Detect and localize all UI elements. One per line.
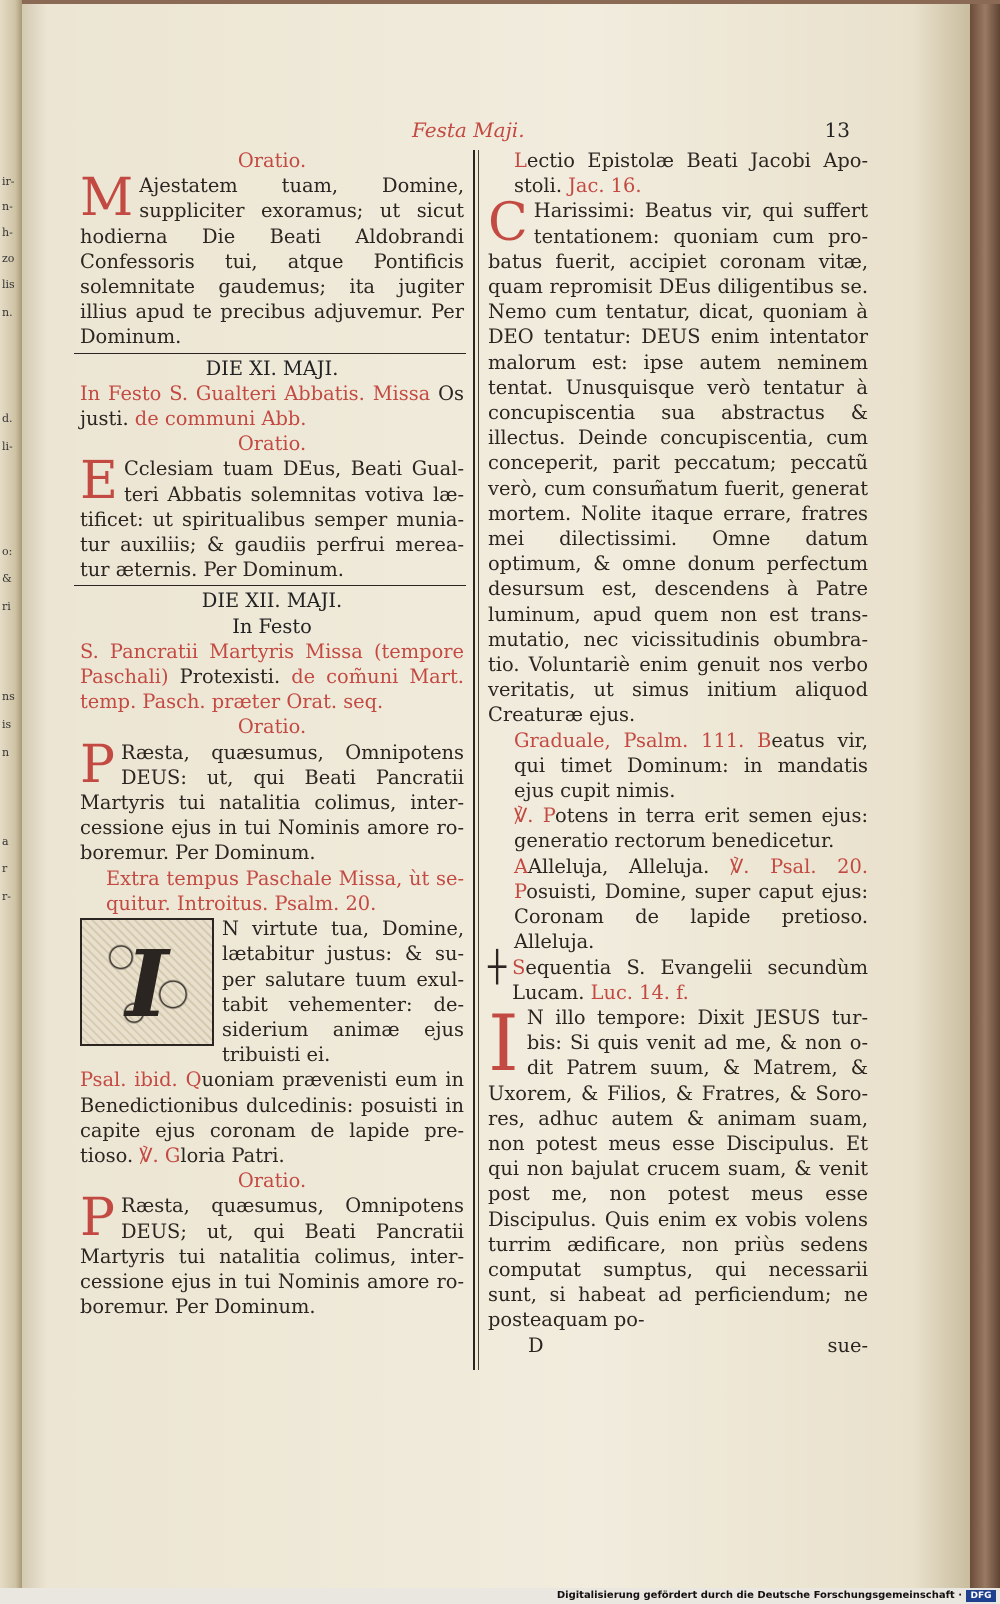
lectio-reference: Jac. 16. <box>568 174 642 198</box>
alleluia-verse <box>488 854 868 955</box>
oratio-text: Ræsta, quæsumus, Omnipotens DEUS: ut, qui Beati Pancratii Martyris tui natalitia colimus, intercessione ejus in tui Nominis amore roboremur. Per Dominum. <box>80 740 464 865</box>
page-foot <box>488 1333 868 1358</box>
digitization-footer <box>0 1588 1000 1604</box>
oratio-text: Cclesiam tuam DEus, Beati Gualteri Abbatis solemnitas votiva lætificet: ut spiritualibus semper muniatur auxiliis; & gaudiis perfrui mereatur æternis. Per Dominum. <box>80 457 464 582</box>
book-spine <box>970 4 1000 1588</box>
psalm-text: uoniam prævenisti eum in Benedictionibus dulcedinis: posuisti in capite ejus coronam de lapide pretioso. <box>80 1068 464 1167</box>
festo-gualteri <box>80 381 464 431</box>
sequentia-text: equentia S. Evangelii secundùm Lucam. <box>512 955 868 1004</box>
sequentia-heading <box>488 949 868 1005</box>
gospel-text: N illo tempore: Dixit JESUS turbis: Si quis venit ad me, & non odit Patrem suum, & Matrem, & Uxorem, & Filios, & Fratres, & Sorores, adhuc autem & animam suam, non potest meus esse Discipulus. Et qui non bajulat crucem suam, & venit post me, non potest meus esse Discipulus. Quis enim ex vobis volens turrim ædificare, non priùs sedens computat sumptus, qui necessarii sunt, si habeat ad perficiendum; ne posteaquam po- <box>488 1005 868 1332</box>
margin-fragment: li- <box>2 440 13 453</box>
rubric: In Festo S. Gualteri Abbatis. Missa <box>80 381 431 405</box>
margin-fragment: r- <box>2 890 11 903</box>
page-number: 13 <box>824 118 850 142</box>
rubric: de communi Abb. <box>134 407 307 431</box>
ornamental-initial <box>80 918 214 1046</box>
date-heading-xi: DIE XI. MAJI. <box>205 356 339 380</box>
running-header <box>400 118 860 148</box>
oratio-heading: Oratio. <box>237 432 307 456</box>
introit-incipit: Os justi. <box>80 381 464 431</box>
oratio-heading: Oratio. <box>237 715 307 739</box>
margin-fragment: o: <box>2 545 13 558</box>
red-initial: B <box>757 728 772 752</box>
previous-page-edge <box>0 0 22 1600</box>
oratio-aldobrandi <box>80 168 464 349</box>
margin-fragment: ri <box>2 600 11 613</box>
footer-text: Digitalisierung gefördert durch die Deutsche Forschungsgemeinschaft · <box>556 1590 962 1601</box>
oratio-gualteri <box>80 451 464 582</box>
gloria-text: loria Patri. <box>180 1143 285 1167</box>
oratio-heading: Oratio. <box>237 1169 307 1193</box>
versicle-1 <box>488 803 868 853</box>
margin-fragment: is <box>2 718 12 731</box>
red-initial: S <box>512 955 526 979</box>
signature-mark: D <box>528 1333 544 1357</box>
red-initial: G <box>164 1143 181 1167</box>
red-initial: L <box>514 149 527 172</box>
oratio-text: Ræsta, quæsumus, Omnipotens DEUS; ut, qui Beati Pancratii Martyris tui natalitia colimus, intercessione ejus in tui Nominis amore roboremur. Per Dominum. <box>80 1194 464 1319</box>
in-festo-label: In Festo <box>232 614 312 638</box>
margin-fragment: n. <box>2 306 13 319</box>
alleluia-verse-text: osuisti, Domine, super caput ejus: Coronam de lapide pretioso. Alleluja. <box>514 879 868 954</box>
column-divider-inner <box>478 150 479 1370</box>
oratio-pancratii-2 <box>80 1188 464 1319</box>
oratio-pancratii <box>80 734 464 866</box>
section-rule <box>74 585 466 586</box>
lectio-text: ectio Epistolæ Beati Jacobi Apostoli. <box>514 149 868 198</box>
margin-fragment: n- <box>2 200 13 213</box>
versicle-text: otens in terra erit semen ejus: generatio rectorum benedicetur. <box>514 804 868 853</box>
margin-fragment: ir- <box>2 175 15 188</box>
gospel-reference: Luc. 14. f. <box>590 980 689 1004</box>
column-divider <box>473 150 475 1370</box>
margin-fragment: zo <box>2 252 15 265</box>
introit-text: N virtute tua, Domine, lætabitur justus: & super salutare tuum exultabit vehementer: desiderium animæ ejus tribuisti ei. <box>222 917 464 1067</box>
drop-initial: M <box>80 168 134 229</box>
introit-incipit: Protexisti. <box>179 665 281 689</box>
lectio-heading <box>488 148 868 198</box>
graduale-text: eatus vir, qui timet Dominum: in mandatis ejus cupit nimis. <box>514 728 868 803</box>
right-column <box>488 148 868 1358</box>
date-heading-xii: DIE XII. MAJI. <box>201 589 343 613</box>
margin-fragment: h- <box>2 226 13 239</box>
introitus <box>80 916 464 1067</box>
graduale <box>488 728 868 804</box>
drop-initial: P <box>80 734 115 795</box>
margin-fragment: ns <box>2 690 15 703</box>
margin-fragment: r <box>2 862 8 875</box>
versicle-sign: ℣. <box>514 804 534 828</box>
epistle-text: Harissimi: Beatus vir, qui suffert tentationem: quoniam cum probatus fuerit, accipiet coronam vitæ, quam repromisit DEus diligentibus se. Nemo cum tentatur, dicat, quoniam à DEO tentatur: DEUS enim intentator malorum est: ipse autem neminem tentat. Unusquisque verò tentatur à concupiscentia sua abstractus & illectus. Deinde concupiscentia, cum conceperit, parit peccatum; peccatũ verò, cum consum̃atum fuerit, generat mortem. Nolite itaque errare, fratres mei dilectissimi. Omne datum optimum, & omne donum perfectum desursum est, descendens à Patre luminum, apud quem non est transmutatio, nec vicissitudinis obumbratio. Voluntariè enim genuit nos verbo veritatis, ut simus initium aliquod Creaturæ ejus. <box>488 199 868 727</box>
rubric: Psal. ibid. <box>80 1068 178 1092</box>
rubric: de com̃uni Mart. temp. Pasch. præter Orat. seq. <box>80 665 464 714</box>
margin-fragment: lis <box>2 278 15 291</box>
oratio-text: Ajestatem tuam, Domine, suppliciter exoramus; ut sicut hodierna Die Beati Aldobrandi Confessoris tui, atque Pontificis solemnitate gaudemus; ita jugiter illius apud te precibus adjuvemur. Per Dominum. <box>80 174 464 349</box>
margin-fragment: n <box>2 746 10 759</box>
gospel <box>488 998 868 1333</box>
oratio-heading: Oratio. <box>237 149 307 172</box>
ornamental-letter: I <box>125 930 169 1039</box>
margin-fragment: a <box>2 835 9 848</box>
versicle-reference: ℣. Psal. 20. <box>729 854 868 878</box>
dfg-logo: DFG <box>966 1590 996 1602</box>
festo-pancratii <box>80 639 464 715</box>
psalm-verse <box>80 1067 464 1168</box>
margin-fragment: & <box>2 572 12 585</box>
versicle-sign: ℣. <box>139 1143 159 1167</box>
drop-initial: P <box>80 1188 115 1249</box>
rubric: Graduale, Psalm. 111. <box>514 728 745 752</box>
red-initial: Q <box>185 1068 202 1092</box>
drop-initial: C <box>488 193 528 254</box>
alleluia-red-initial: A <box>514 854 529 878</box>
red-initial: P <box>542 804 556 828</box>
drop-initial: E <box>80 451 118 512</box>
left-column <box>80 148 464 1319</box>
red-initial: P <box>514 879 527 903</box>
catchword: sue- <box>827 1333 868 1357</box>
extra-tempus-rubric: Extra tempus Paschale Missa, ùt sequitur. Introitus. Psalm. 20. <box>106 866 464 915</box>
margin-fragment: d. <box>2 412 13 425</box>
drop-initial: I <box>488 998 519 1089</box>
cross-icon: ┼ <box>488 949 507 985</box>
section-rule <box>74 353 466 354</box>
epistle <box>488 193 868 727</box>
rubric: S. Pancratii Martyris Missa (tempore Paschali) <box>80 639 464 689</box>
running-title: Festa Maji. <box>412 118 525 142</box>
alleluia-text: Alleluja, Alleluja. <box>528 854 710 878</box>
